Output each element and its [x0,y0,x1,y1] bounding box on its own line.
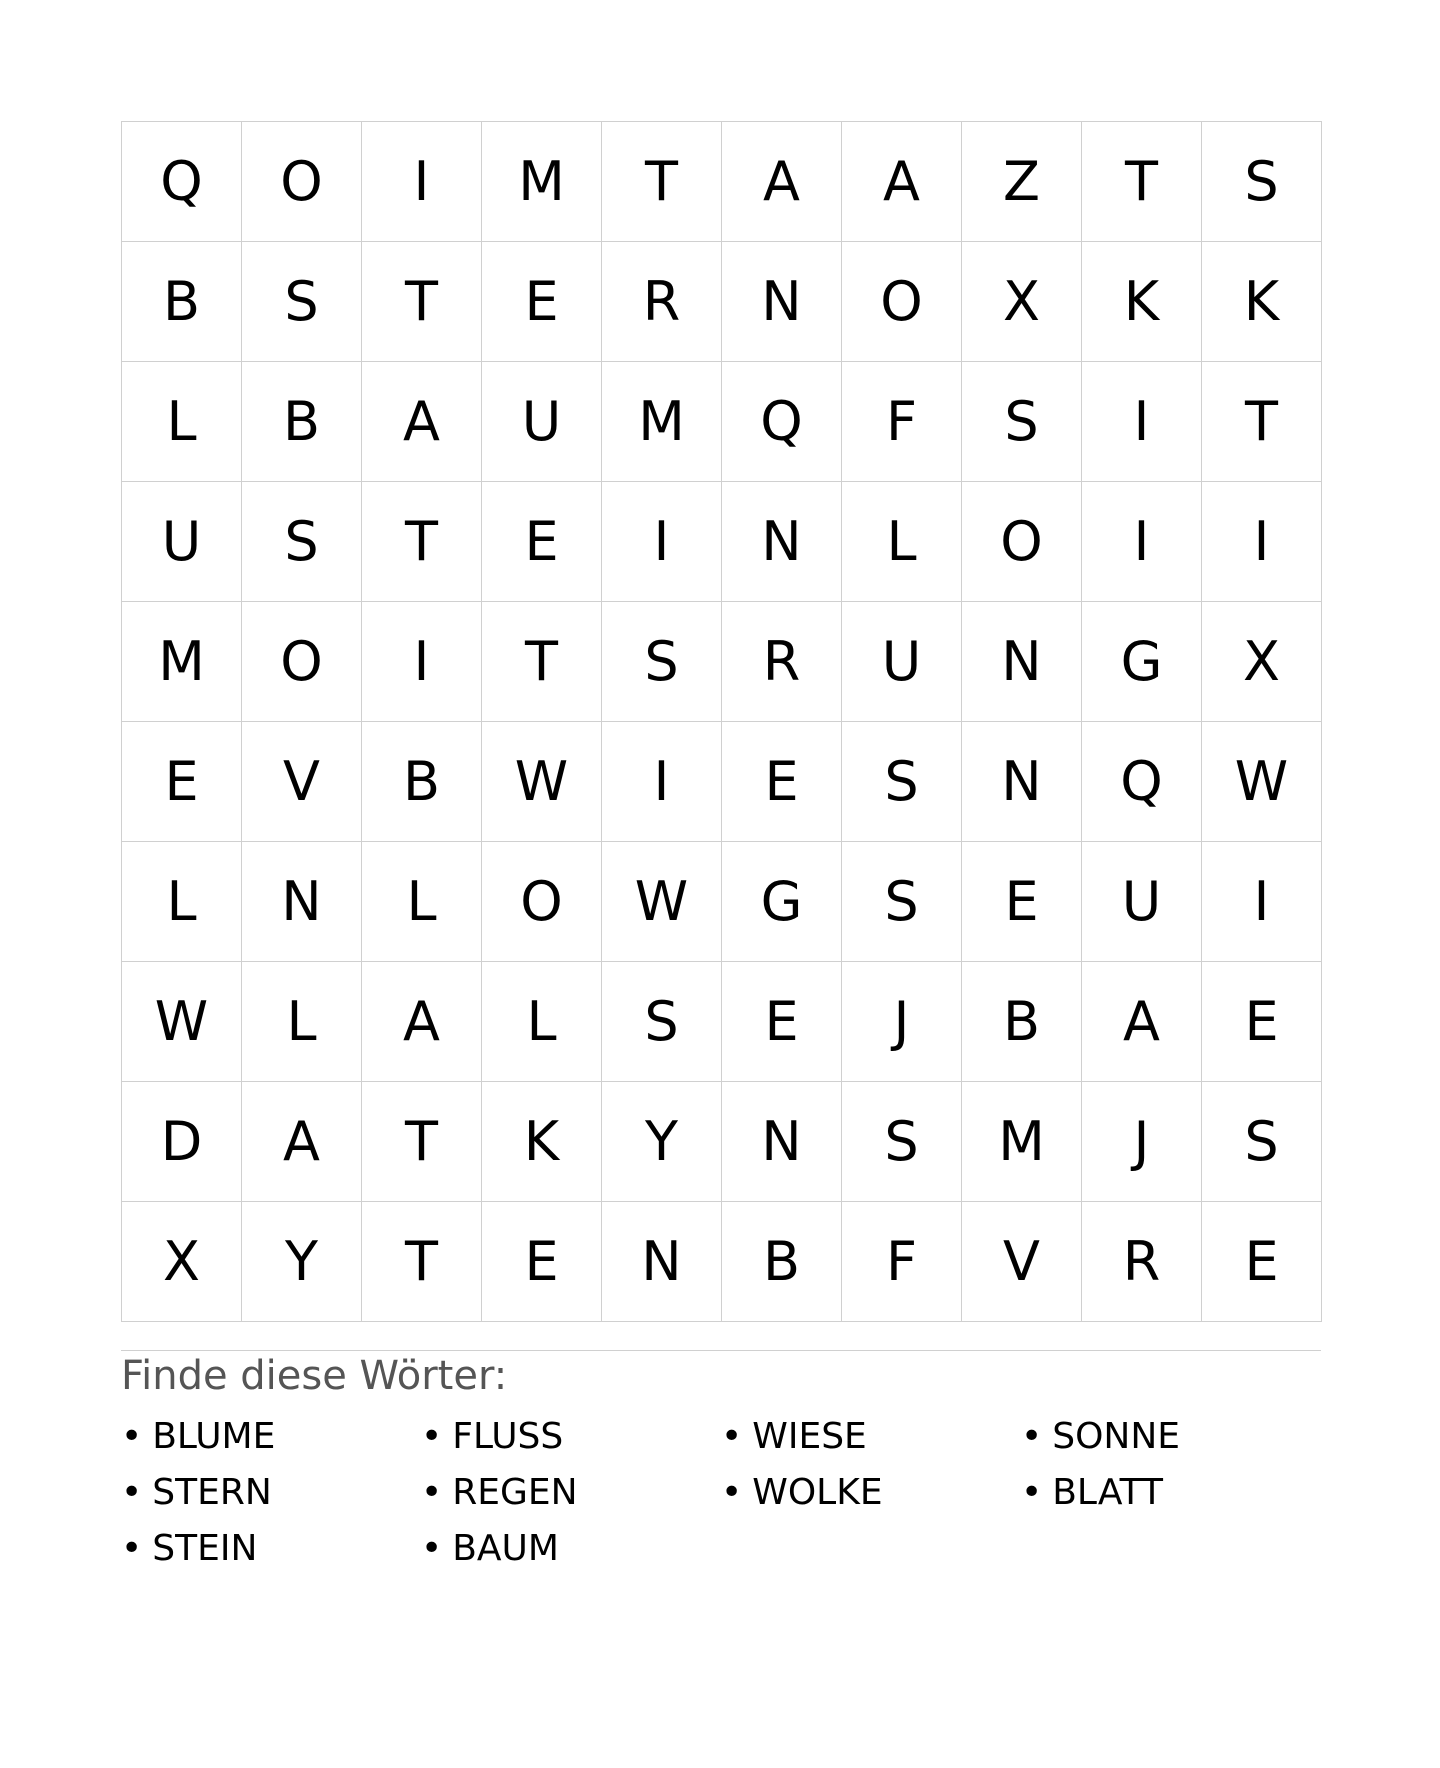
letter-grid [121,121,1322,1322]
grid-cell[interactable]: L [482,962,602,1082]
grid-cell[interactable]: O [962,482,1082,602]
grid-cell[interactable]: G [1082,602,1202,722]
word-list-item [121,1472,421,1528]
grid-cell[interactable]: T [1202,362,1322,482]
bullet-icon: • [1021,1416,1043,1457]
grid-cell[interactable]: A [362,962,482,1082]
grid-cell[interactable]: E [482,482,602,602]
grid-cell[interactable]: N [722,242,842,362]
grid-cell[interactable]: M [122,602,242,722]
grid-cell[interactable]: W [602,842,722,962]
grid-cell[interactable]: Z [962,122,1082,242]
grid-cell[interactable]: Y [602,1082,722,1202]
grid-cell[interactable]: V [242,722,362,842]
grid-cell[interactable]: S [242,242,362,362]
bullet-icon: • [421,1472,443,1513]
grid-cell[interactable]: E [482,242,602,362]
grid-cell[interactable]: A [842,122,962,242]
grid-cell[interactable]: O [242,602,362,722]
bullet-icon: • [421,1416,443,1457]
grid-cell[interactable]: O [842,242,962,362]
words-heading: Finde diese Wörter: [121,1353,508,1399]
divider [121,1350,1321,1351]
grid-cell[interactable]: A [242,1082,362,1202]
grid-cell[interactable]: N [962,602,1082,722]
grid-cell[interactable]: N [722,482,842,602]
grid-cell[interactable]: M [602,362,722,482]
word-list [121,1416,1321,1584]
grid-cell[interactable]: I [1202,482,1322,602]
grid-cell[interactable]: S [842,722,962,842]
grid-cell[interactable]: I [602,482,722,602]
grid-cell[interactable]: B [362,722,482,842]
grid-cell[interactable]: S [242,482,362,602]
word-list-item [121,1528,421,1584]
grid-cell[interactable]: L [122,842,242,962]
grid-cell[interactable]: I [602,722,722,842]
grid-cell[interactable]: F [842,1202,962,1322]
word-label: BLUME [152,1416,276,1457]
grid-cell[interactable]: U [122,482,242,602]
grid-cell[interactable]: O [482,842,602,962]
grid-cell[interactable]: A [1082,962,1202,1082]
grid-cell[interactable]: B [722,1202,842,1322]
grid-cell[interactable]: V [962,1202,1082,1322]
grid-cell[interactable]: L [242,962,362,1082]
grid-cell[interactable]: E [962,842,1082,962]
grid-cell[interactable]: R [602,242,722,362]
grid-cell[interactable]: I [1202,842,1322,962]
grid-cell[interactable]: S [842,1082,962,1202]
bullet-icon: • [421,1528,443,1569]
grid-cell[interactable]: R [722,602,842,722]
grid-cell[interactable]: E [722,962,842,1082]
grid-cell[interactable]: N [722,1082,842,1202]
bullet-icon: • [721,1416,743,1457]
grid-cell[interactable]: X [122,1202,242,1322]
grid-cell[interactable]: N [962,722,1082,842]
word-label: BLATT [1052,1472,1163,1513]
bullet-icon: • [121,1416,143,1457]
bullet-icon: • [1021,1472,1043,1513]
grid-cell[interactable]: L [362,842,482,962]
grid-cell[interactable]: I [1082,362,1202,482]
grid-cell[interactable]: W [122,962,242,1082]
grid-cell[interactable]: J [842,962,962,1082]
bullet-icon: • [721,1472,743,1513]
grid-cell[interactable]: F [842,362,962,482]
word-label: STERN [152,1472,272,1513]
word-list-item [121,1416,421,1472]
grid-cell[interactable]: N [242,842,362,962]
grid-cell[interactable]: E [1202,1202,1322,1322]
grid-cell[interactable]: N [602,1202,722,1322]
grid-cell[interactable]: T [482,602,602,722]
grid-cell[interactable]: U [842,602,962,722]
grid-cell[interactable]: B [962,962,1082,1082]
grid-cell[interactable]: X [962,242,1082,362]
grid-cell[interactable]: L [122,362,242,482]
grid-cell[interactable]: S [962,362,1082,482]
grid-cell[interactable]: M [962,1082,1082,1202]
grid-cell[interactable]: S [602,962,722,1082]
grid-cell[interactable]: A [362,362,482,482]
grid-cell[interactable]: O [242,122,362,242]
grid-cell[interactable]: K [1202,242,1322,362]
word-label: BAUM [452,1528,559,1569]
grid-cell[interactable]: T [362,482,482,602]
grid-cell[interactable]: K [482,1082,602,1202]
grid-cell[interactable]: I [362,122,482,242]
grid-cell[interactable]: L [842,482,962,602]
word-list-item [1021,1416,1321,1472]
word-label: FLUSS [452,1416,564,1457]
grid-cell[interactable]: R [1082,1202,1202,1322]
grid-cell[interactable]: G [722,842,842,962]
grid-cell[interactable]: B [122,242,242,362]
grid-cell[interactable]: T [602,122,722,242]
grid-cell[interactable]: Q [1082,722,1202,842]
word-list-item [421,1528,721,1584]
grid-cell[interactable]: U [1082,842,1202,962]
bullet-icon: • [121,1528,143,1569]
word-list-item [1021,1472,1321,1528]
grid-cell[interactable]: M [482,122,602,242]
grid-cell[interactable]: E [122,722,242,842]
grid-cell[interactable]: S [842,842,962,962]
grid-cell[interactable]: S [1202,1082,1322,1202]
word-list-item [421,1472,721,1528]
grid-cell[interactable]: E [1202,962,1322,1082]
grid-cell[interactable]: Q [122,122,242,242]
grid-cell[interactable]: S [602,602,722,722]
grid-cell[interactable]: S [1202,122,1322,242]
word-list-item [421,1416,721,1472]
word-label: STEIN [152,1528,258,1569]
word-label: WIESE [752,1416,867,1457]
word-label: WOLKE [752,1472,883,1513]
grid-cell[interactable]: T [362,1202,482,1322]
grid-cell[interactable]: K [1082,242,1202,362]
grid-cell[interactable]: T [362,242,482,362]
grid-cell[interactable]: Q [722,362,842,482]
bullet-icon: • [121,1472,143,1513]
grid-cell[interactable]: E [482,1202,602,1322]
grid-cell[interactable]: W [482,722,602,842]
grid-cell[interactable]: W [1202,722,1322,842]
grid-cell[interactable]: B [242,362,362,482]
word-list-item [721,1472,1021,1528]
word-label: REGEN [452,1472,578,1513]
grid-cell[interactable]: I [1082,482,1202,602]
grid-cell[interactable]: D [122,1082,242,1202]
grid-cell[interactable]: A [722,122,842,242]
grid-cell[interactable]: T [1082,122,1202,242]
grid-cell[interactable]: T [362,1082,482,1202]
word-list-item [721,1416,1021,1472]
grid-cell[interactable]: U [482,362,602,482]
grid-cell[interactable]: X [1202,602,1322,722]
word-label: SONNE [1052,1416,1181,1457]
grid-cell[interactable]: E [722,722,842,842]
grid-cell[interactable]: I [362,602,482,722]
grid-cell[interactable]: Y [242,1202,362,1322]
grid-cell[interactable]: J [1082,1082,1202,1202]
